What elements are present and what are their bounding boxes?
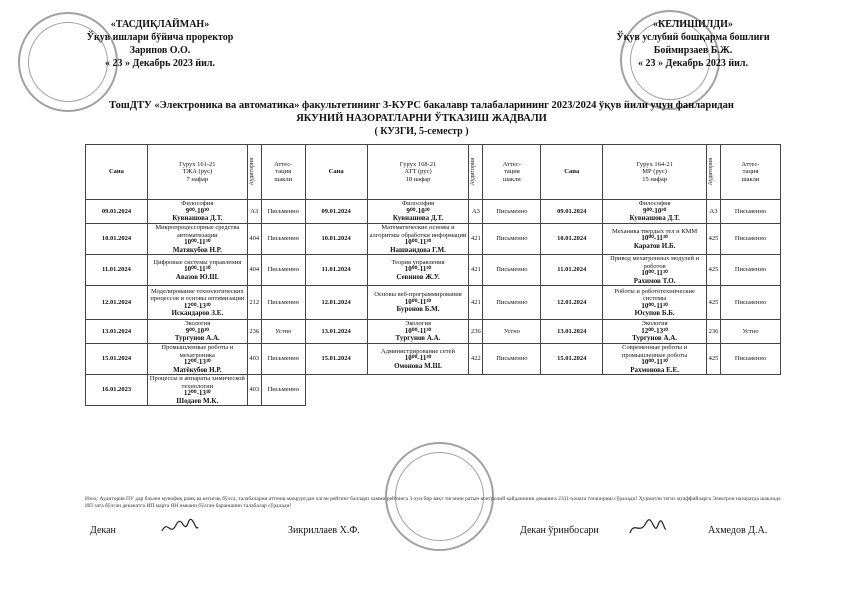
auditorium-cell: 403 [247,344,261,375]
col-date-1: Сана [86,145,148,200]
subject-name: Экология [641,320,668,328]
date-cell: 10.01.2024 [541,224,603,255]
date-cell: 10.01.2024 [86,224,148,255]
subject-cell [367,286,469,320]
date-cell: 09.01.2024 [86,200,148,224]
subject-cell [147,200,247,224]
subject-name: Роботы и робототехнические системы [614,287,695,302]
auditorium-cell: 236 [707,320,721,344]
auditorium-cell: 404 [247,224,261,255]
subject-name: Теория управления [391,258,445,266]
auditorium-cell: 421 [469,224,483,255]
form-cell [483,375,541,406]
form-cell: Письменно [721,200,781,224]
form-cell: Устно [261,320,305,344]
group-1-id: Гурух 161-21 [179,160,216,168]
form-label-c: шакли [502,175,521,183]
form-label-a: Аттес- [274,160,293,168]
dean-signature [160,517,200,539]
exam-time: 10⁰⁰-11³⁰ [641,234,668,243]
subject-name: Администрирование сетей [381,347,455,355]
subject-name: Философия [181,200,214,208]
auditorium-cell [469,375,483,406]
date-cell: 12.01.2024 [305,286,367,320]
subject-cell [367,255,469,286]
subject-name: Философия [401,200,435,208]
teacher-name: Севинов Ж.У. [396,272,440,281]
date-cell [541,375,603,406]
group-1-spec: ТЖА (рус) [182,168,213,176]
auditorium-cell: 421 [469,255,483,286]
exam-time: 9⁰⁰-10³⁰ [642,206,667,215]
subject-name: Экология [405,320,431,328]
teacher-name: Кувнашова Д.Т. [172,214,223,223]
table-row [86,200,781,224]
approve-name: Зарипов О.О. [129,45,191,56]
form-label-c: шакли [274,175,293,183]
group-2-count: 18 нафар [405,175,431,183]
date-cell: 16.01.2023 [86,375,148,406]
agreed-name: Боймирзаев Б.Ж. [653,45,733,56]
form-cell: Письменно [483,224,541,255]
date-cell: 13.01.2024 [86,320,148,344]
date-cell: 10.01.2024 [305,224,367,255]
document-semester: ( КУЗГИ, 5-семестр ) [374,126,469,137]
auditorium-cell: 212 [247,286,261,320]
date-cell [305,375,367,406]
auditorium-cell: А3 [247,200,261,224]
teacher-name: Рахимов Т.О. [633,276,676,285]
form-cell: Письменно [483,344,541,375]
col-form-1 [261,145,305,200]
col-group-2 [367,145,469,200]
form-cell: Письменно [721,255,781,286]
auditorium-cell: 425 [707,286,721,320]
teacher-name: Рахмонова Е.Е. [630,365,679,374]
subject-cell [147,344,247,375]
form-cell: Письменно [261,375,305,406]
date-cell: 12.01.2024 [541,286,603,320]
group-3-id: Гурух 164-21 [636,160,673,168]
subject-cell [603,286,707,320]
subject-cell [367,224,469,255]
table-row [86,286,781,320]
exam-time: 10⁰⁰-11³⁰ [404,354,432,363]
exam-time: 12⁰⁰-13³⁰ [183,358,211,366]
subject-cell [147,320,247,344]
exam-time: 9⁰⁰-10³⁰ [406,206,430,215]
form-label-b: тация [742,168,759,176]
col-aud-1 [247,145,261,200]
date-cell: 15.01.2024 [305,344,367,375]
exam-schedule-table [85,144,781,406]
exam-time: 10⁰⁰-11³⁰ [184,265,211,274]
col-aud-2 [469,145,483,200]
subject-name: Основы веб-программирования [374,291,462,299]
agreed-date: « 23 » Декабрь 2023 йил. [637,58,749,69]
form-cell [721,375,781,406]
subject-name: Микропроцессорные средства автоматизации [155,224,240,239]
form-cell: Письменно [483,200,541,224]
auditorium-cell: 425 [707,255,721,286]
date-cell: 11.01.2024 [305,255,367,286]
teacher-name: Юсупов Б.Б. [634,309,675,317]
teacher-name: Кувнашова Д.Т. [392,214,444,223]
auditorium-cell: 236 [247,320,261,344]
subject-name: Современные роботы и промышленные роботы [621,344,688,359]
subject-name: Математические основы и алгоритмы обработки информации [369,224,467,239]
subject-name: Привод мехатронных модулей и роботов [610,255,700,270]
date-cell: 15.01.2024 [86,344,148,375]
table-row [86,375,781,406]
form-cell: Письменно [261,224,305,255]
document-heading: ЯКУНИЙ НАЗОРАТЛАРНИ ЎТКАЗИШ ЖАДВАЛИ [296,113,547,124]
auditorium-cell: А3 [469,200,483,224]
auditorium-cell: 403 [247,375,261,406]
form-cell: Письменно [721,224,781,255]
subject-cell [603,224,707,255]
exam-time: 12⁰⁰-13³⁰ [183,389,211,397]
subject-cell [367,344,469,375]
dean-label: Декан [90,525,116,536]
teacher-name: Матёкубов Н.Р. [173,365,222,374]
group-1-count: 7 нафар [186,175,209,183]
footnote: Изоҳ: Аудитория ПУ дар баъзеи мувофиқ рамқ ва кегигиқ бўлса, талабаларни аттенш маъруртдан олган рейтинг баллари хамми рейтинга 3-хун бир вақт тиганин ратын контролий кайданнини декаинга 2331-хонага топшириш сўралади! Ҳурматли тегиз муаффийларга Электрон назоратда шаклида ИП зата бўлган деканатга ИП марта ЯН имкани бўлган бараишини талабалар сўралади! [85,496,781,509]
date-cell: 13.01.2024 [305,320,367,344]
date-cell: 15.01.2024 [541,344,603,375]
approve-date: « 23 » Декабрь 2023 йил. [104,58,216,69]
subject-cell [147,224,247,255]
subject-cell [367,375,469,406]
table-row [86,224,781,255]
form-cell: Письменно [261,344,305,375]
form-label-a: Аттес- [741,160,760,168]
agreed-position: Ўқув услубий бошқарма бошлиғи [616,32,770,43]
table-row [86,320,781,344]
date-cell: 09.01.2024 [305,200,367,224]
document-title: ТошДТУ «Электроника ва автоматика» факультетининг 3-КУРС бакалавр талабаларининг 2023/2024 ўқув йили учун фанларидан [109,100,734,111]
teacher-name: Тургунов А.А. [174,334,220,343]
subject-name: Процессы и аппараты химической технологии [149,375,245,390]
exam-time: 12⁰⁰-13³⁰ [183,301,211,310]
teacher-name: Авазов Ю.Ш. [175,272,219,281]
agreed-title: «КЕЛИШИЛДИ» [653,19,733,30]
auditorium-cell: 404 [247,255,261,286]
auditorium-cell: 425 [707,224,721,255]
subject-name: Цифровые системы управления [153,258,242,266]
form-cell: Письменно [261,255,305,286]
group-3-count: 15 нафар [642,175,668,183]
table-header-row [86,145,781,200]
form-cell: Письменно [721,344,781,375]
form-cell: Письменно [483,286,541,320]
subject-cell [603,375,707,406]
form-cell: Устно [483,320,541,344]
subject-cell [367,320,469,344]
exam-time: 10⁰⁰-11³⁰ [641,301,668,310]
subject-cell [603,320,707,344]
col-date-3: Сана [541,145,603,200]
deputy-label: Декан ўринбосари [520,525,599,536]
teacher-name: Тургунов А.А. [395,334,441,343]
form-cell: Письменно [261,286,305,320]
exam-time: 12⁰⁰-13³⁰ [641,326,669,335]
teacher-name: Шодаев М.К. [176,396,219,405]
subject-name: Промышленные роботы и мехатроника [161,344,234,359]
col-group-1 [147,145,247,200]
auditorium-cell [707,375,721,406]
subject-cell [367,200,469,224]
aud-label: Аудитория [470,158,477,186]
aud-label: Аудитория [708,158,715,186]
teacher-name: Тургунов А.А. [632,334,678,343]
teacher-name: Омонова М.Ш. [394,361,442,370]
subject-name: Механика твердых тел и КММ [612,227,698,235]
subject-cell [147,375,247,406]
exam-time: 10⁰⁰-11³⁰ [641,269,668,277]
approval-block-left [60,18,260,70]
teacher-name: Матякубов Н.Р. [172,245,222,254]
teacher-name: Кувнашова Д.Т. [629,214,680,223]
approval-block-right [593,18,793,70]
approve-position: Ўқув ишлари бўйича проректор [86,32,234,43]
teacher-name: Нашвандова Г.М. [390,245,446,254]
col-group-3 [603,145,707,200]
col-form-3 [721,145,781,200]
group-2-spec: АТТ (рус) [404,168,432,176]
form-cell: Письменно [483,255,541,286]
group-2-id: Гурух 168-21 [399,160,437,168]
deputy-signature [628,517,668,539]
form-label-b: тация [503,168,520,176]
dean-name: Зикриллаев Х.Ф. [288,525,360,536]
form-label-b: тация [275,168,292,176]
teacher-name: Каратов И.Б. [633,241,676,250]
exam-time: 9⁰⁰-10³⁰ [185,206,209,215]
exam-time: 10⁰⁰-11³⁰ [641,358,668,366]
subject-cell [147,286,247,320]
col-form-2 [483,145,541,200]
exam-time: 10⁰⁰-11³⁰ [404,326,432,335]
approve-title: «ТАСДИҚЛАЙМАН» [110,19,210,30]
exam-time: 10⁰⁰-11³⁰ [404,265,432,274]
subject-cell [603,344,707,375]
aud-label: Аудитория [248,158,255,186]
subject-cell [147,255,247,286]
date-cell: 11.01.2024 [86,255,148,286]
teacher-name: Искандаров З.Е. [171,309,224,317]
teacher-name: Буронов Б.М. [396,305,440,314]
deputy-name: Ахмедов Д.А. [708,525,768,536]
date-cell: 13.01.2024 [541,320,603,344]
table-row [86,344,781,375]
date-cell: 09.01.2024 [541,200,603,224]
exam-time: 10⁰⁰-11³⁰ [404,238,432,246]
form-cell: Письменно [721,286,781,320]
col-aud-3 [707,145,721,200]
subject-cell [603,255,707,286]
subject-cell [603,200,707,224]
subject-name: Экология [184,320,211,328]
exam-time: 9⁰⁰-10³⁰ [185,326,209,335]
auditorium-cell: 425 [707,344,721,375]
auditorium-cell: 421 [469,286,483,320]
form-cell: Письменно [261,200,305,224]
table-row [86,255,781,286]
form-cell: Устно [721,320,781,344]
date-cell: 12.01.2024 [86,286,148,320]
form-label-c: шакли [741,175,760,183]
form-label-a: Аттес- [502,160,521,168]
auditorium-cell: 422 [469,344,483,375]
auditorium-cell: 236 [469,320,483,344]
col-date-2: Сана [305,145,367,200]
subject-name: Философия [638,200,671,208]
subject-name: Моделирование технологических процессов и основы оптимизации [150,287,245,302]
group-3-spec: МР (рус) [642,168,667,176]
date-cell: 11.01.2024 [541,255,603,286]
exam-time: 10⁰⁰-11³⁰ [184,238,211,246]
exam-time: 10⁰⁰-11³⁰ [404,297,432,306]
auditorium-cell: А3 [707,200,721,224]
